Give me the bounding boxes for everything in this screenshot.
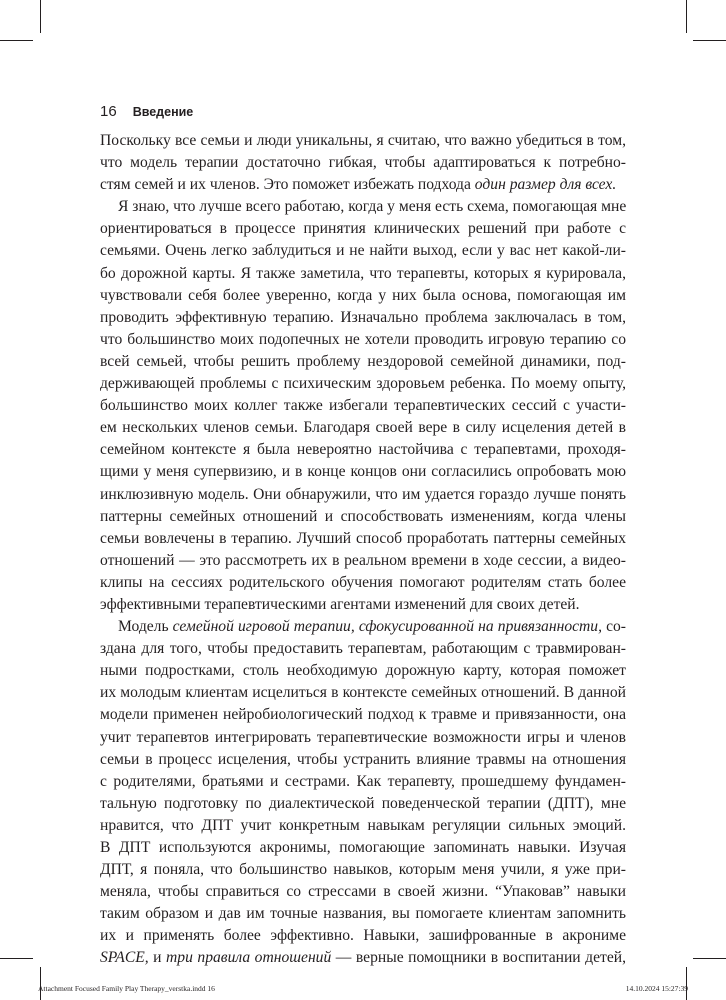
crop-mark-top-right-h <box>693 40 726 41</box>
text-line <box>100 218 626 240</box>
text-line <box>100 771 626 793</box>
text-span: семьи вовлечены в терапию. Лучший способ проработать паттерны семейных <box>100 529 626 547</box>
text-span: проводить эффективную терапию. Изначально проблема заключалась в том, <box>100 308 626 326</box>
text-span: эффективными терапевтическими агентами изменений для своих детей. <box>100 595 580 613</box>
text-span: что модель терапии достаточно гибкая, чтобы адаптироваться к потребно- <box>100 154 626 172</box>
text-line <box>100 285 626 307</box>
text-line <box>100 947 626 969</box>
text-span: и <box>148 949 167 967</box>
text-line <box>100 837 626 859</box>
crop-mark-bottom-left-h <box>0 958 33 959</box>
text-line <box>100 263 626 285</box>
text-line <box>100 727 626 749</box>
page-number: 16 <box>100 103 117 120</box>
italic-span: семейной игровой терапии, сфокусированной на привязанности, <box>172 618 602 636</box>
text-span: большинство моих коллег также избегали терапевтических сессий с участи- <box>100 397 626 415</box>
text-span: чувствовали себя более уверенно, когда у них была основа, помогающая им <box>100 286 626 304</box>
text-line <box>100 130 626 152</box>
text-span: их молодым клиентам исцелиться в контексте семейных отношений. В данной <box>100 684 626 702</box>
text-line <box>100 749 626 771</box>
crop-mark-top-right <box>686 0 687 33</box>
text-span: держивающей проблемы с психическим здоровьем ребенка. По моему опыту, <box>100 375 626 393</box>
text-span: ными подростками, столь необходимую дорожную карту, которая поможет <box>100 662 626 680</box>
print-slug <box>38 984 688 993</box>
text-span: со- <box>602 618 626 636</box>
crop-mark-top-left-h <box>0 40 33 41</box>
text-line <box>100 881 626 903</box>
text-span: семьи в процесс исцеления, чтобы устранить влияние травмы на отношения <box>100 750 626 768</box>
text-line <box>100 793 626 815</box>
text-span: щими у меня супервизию, и в конце концов они согласились опробовать мою <box>100 463 626 481</box>
text-line <box>100 859 626 881</box>
text-line <box>100 638 626 660</box>
text-span: всей семьей, чтобы решить проблему нездоровой семейной динамики, под- <box>100 352 626 370</box>
text-span: отношений — это рассмотреть их в реальном времени в ходе сессии, а видео- <box>100 551 626 569</box>
text-line <box>100 594 626 616</box>
text-line <box>100 704 626 726</box>
text-line <box>100 307 626 329</box>
text-span: нравится, что ДПТ учит конкретным навыкам регуляции сильных эмоций. <box>100 816 626 834</box>
text-line <box>100 417 626 439</box>
text-span: — верные помощники в воспитании детей, <box>331 949 626 967</box>
text-span: ориентироваться в процессе принятия клинических решений при работе с <box>100 220 626 238</box>
italic-span: один размер для всех. <box>474 176 617 194</box>
crop-mark-top-left <box>40 0 41 33</box>
italic-span: SPACE, <box>100 949 149 967</box>
text-span: Модель <box>118 618 173 636</box>
text-line <box>100 461 626 483</box>
text-span: меняла, чтобы справиться со стрессами в своей жизни. “Упаковав” навыки <box>100 883 626 901</box>
text-span: ем нескольких членов семьи. Благодаря своей вере в силу исцеления детей в <box>100 419 626 437</box>
text-span: учит терапевтов интегрировать терапевтические возможности игры и членов <box>100 728 626 746</box>
text-line <box>100 925 626 947</box>
text-span: стям семей и их членов. Это поможет избежать подхода <box>100 176 475 194</box>
text-line <box>100 572 626 594</box>
body-text <box>100 130 626 970</box>
text-line <box>100 550 626 572</box>
text-line <box>100 682 626 704</box>
slug-timestamp: 14.10.2024 15:27:39 <box>625 984 688 993</box>
crop-mark-bottom-right-h <box>693 958 726 959</box>
text-line <box>100 373 626 395</box>
text-line <box>100 528 626 550</box>
text-span: модели применен нейробиологический подход к травме и привязанности, она <box>100 706 626 724</box>
text-span: инклюзивную модель. Они обнаружили, что им удается гораздо лучше понять <box>100 485 626 503</box>
text-line <box>100 196 626 218</box>
text-line <box>100 660 626 682</box>
text-span: Поскольку все семьи и люди уникальны, я считаю, что важно убедиться в том, <box>100 132 626 149</box>
text-line <box>100 616 626 638</box>
text-line <box>100 329 626 351</box>
text-span: бо дорожной карты. Я также заметила, что терапевты, которых я курировала, <box>100 264 626 282</box>
text-line <box>100 506 626 528</box>
text-line <box>100 815 626 837</box>
text-line <box>100 351 626 373</box>
text-line <box>100 484 626 506</box>
text-span: паттерны семейных отношений и способствовать изменениям, когда члены <box>100 507 626 525</box>
section-title: Введение <box>132 105 194 119</box>
text-span: семейном контексте я была невероятно настойчива с терапевтами, проходя- <box>100 441 626 459</box>
text-span: семьями. Очень легко заблудиться и не найти выход, если у вас нет какой-ли- <box>100 242 626 260</box>
text-span: ДПТ, я поняла, что большинство навыков, которым меня учили, я уже при- <box>100 861 626 879</box>
text-line <box>100 240 626 262</box>
running-head <box>100 103 193 120</box>
slug-filename: Attachment Focused Family Play Therapy_verstka.indd 16 <box>38 984 215 993</box>
italic-span: три правила отношений <box>166 949 332 967</box>
text-span: с родителями, братьями и сестрами. Как терапевту, прошедшему фундамен- <box>100 772 626 790</box>
text-span: В ДПТ используются акронимы, помогающие запоминать навыки. Изучая <box>100 839 626 856</box>
text-span: таким образом и дав им точные названия, вы помогаете клиентам запомнить <box>100 905 626 923</box>
text-span: тальную подготовку по диалектической поведенческой терапии (ДПТ), мне <box>100 794 626 812</box>
text-line <box>100 439 626 461</box>
text-line <box>100 903 626 925</box>
text-span: Я знаю, что лучше всего работаю, когда у меня есть схема, помогающая мне <box>118 198 627 216</box>
text-line <box>100 395 626 417</box>
text-span: их и применять более эффективно. Навыки, зашифрованные в акрониме <box>100 927 626 945</box>
text-span: клипы на сессиях родительского обучения помогают родителям стать более <box>100 573 626 591</box>
text-span: что большинство моих подопечных не хотели проводить игровую терапию со <box>100 330 626 348</box>
text-span: здана для того, чтобы предоставить терапевтам, работающим с травмирован- <box>100 640 626 658</box>
text-line <box>100 152 626 174</box>
text-line <box>100 174 626 196</box>
